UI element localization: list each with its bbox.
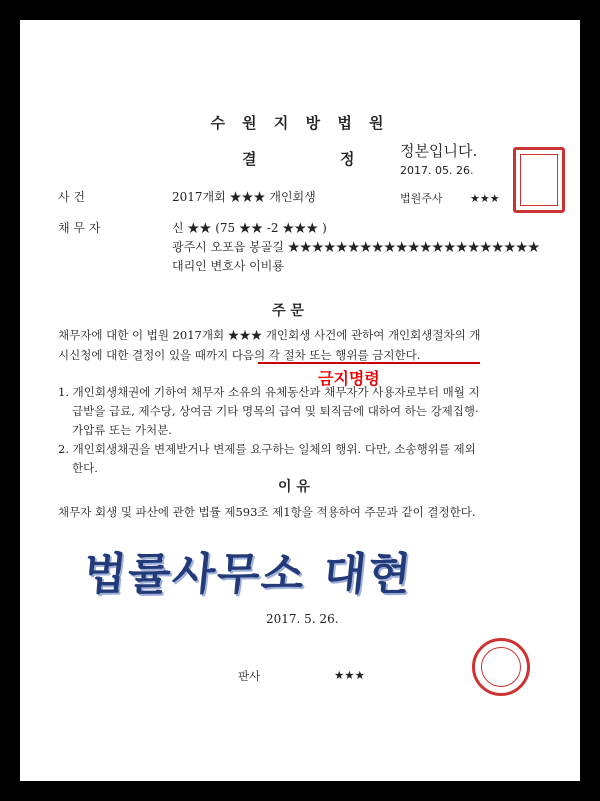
- order-item1-line1: 1. 개인회생채권에 기하여 채무자 소유의 유체동산과 채무자가 사용자로부터 매월 지: [58, 385, 480, 399]
- case-label: 사 건: [58, 190, 85, 204]
- order-item2-line2: 한다.: [72, 461, 98, 475]
- order-item2-line1: 2. 개인회생채권을 변제받거나 변제를 요구하는 일체의 행위. 다만, 소송행위를 제외: [58, 442, 476, 456]
- order-item1-line2: 급받을 급료, 제수당, 상여금 기타 명목의 급여 및 퇴직금에 대하여 하는 강제집행·: [72, 404, 479, 418]
- reason-text: 채무자 회생 및 파산에 관한 법률 제593조 제1항을 적용하여 주문과 같이 결정한다.: [58, 505, 476, 519]
- order-item1-line3: 가압류 또는 가처분.: [72, 423, 172, 437]
- order-intro-line1: 채무자에 대한 이 법원 2017개회 ★★★ 개인회생 사건에 관하여 개인회생절차의 개: [58, 328, 481, 342]
- decision-date: 2017. 5. 26.: [266, 612, 339, 626]
- judge-name: ★★★: [334, 668, 365, 682]
- red-underline: [258, 362, 480, 364]
- debtor-label: 채 무 자: [58, 221, 101, 235]
- injunction-label: 금지명령: [318, 369, 380, 388]
- case-value: 2017개회 ★★★ 개인회생: [172, 190, 316, 204]
- debtor-agent: 대리인 변호사 이비룡: [172, 259, 284, 273]
- court-seal-square: [513, 147, 565, 213]
- order-intro-line2-pre: 시신청에 대한 결정이 있을 때까지: [58, 348, 232, 362]
- judge-label: 판사: [238, 669, 261, 683]
- certified-copy-officer: [400, 190, 500, 206]
- court-name: 수 원 지 방 법 원: [210, 114, 390, 132]
- law-office-watermark: 법률사무소 대현: [80, 549, 416, 600]
- certified-copy-date: 2017. 05. 26.: [400, 164, 474, 177]
- order-section-title: 주 문: [272, 303, 304, 319]
- officer-label: 법원주사: [400, 192, 443, 205]
- officer-name: ★★★: [470, 192, 500, 205]
- order-intro-line2-highlight: 다음의 각 절차 또는 행위를 금지한다.: [231, 348, 421, 362]
- judge-seal-round: [472, 638, 530, 696]
- certified-copy-text: 정본입니다.: [400, 142, 478, 160]
- decision-title-left: 결: [242, 150, 257, 168]
- debtor-name: 신 ★★ (75 ★★ -2 ★★★ ): [172, 221, 327, 235]
- debtor-address: 광주시 오포읍 봉골길 ★★★★★★★★★★★★★★★★★★★★★: [172, 240, 540, 254]
- decision-title-right: 정: [340, 150, 355, 168]
- order-intro-line2: [58, 347, 420, 363]
- reason-section-title: 이 유: [278, 479, 310, 495]
- document-page: [20, 20, 580, 781]
